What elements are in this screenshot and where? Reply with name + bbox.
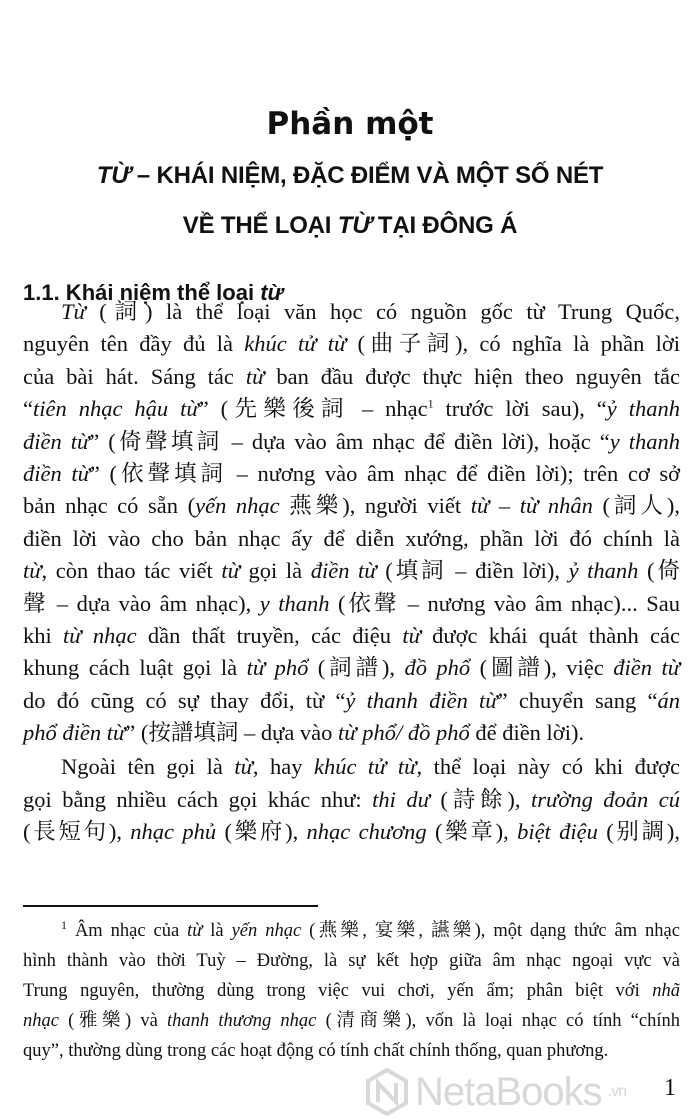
text-run: được khái quát thành các [420,622,680,648]
text-line [23,426,680,458]
text-run: ” (倚聲填詞 – dựa vào âm nhạc để điền lời), hoặc “ [89,428,610,454]
text-run: (依聲 – nương vào âm nhạc)... Sau [329,590,680,616]
text-run: (雅樂) và [58,1011,168,1031]
text-run: (詞譜), [308,655,405,681]
text-run: Trung nguyên, thường dùng trong việc vui chơi, yến ẩm; phân biệt với [23,981,653,1001]
italic-term: nhạc phủ [130,819,217,845]
italic-term: ỷ thanh điền từ [345,687,498,713]
body-text [23,296,680,849]
text-run: khung cách luật gọi là [23,655,247,681]
text-run: (詩餘), [429,786,532,812]
text-run: của bài hát. Sáng tác [23,363,246,389]
text-run: khi [23,622,64,648]
text-run: 聲 – dựa vào âm nhạc), [23,590,260,616]
text-run: (詞人), [592,493,680,519]
text-run: dần thất truyền, các điệu [136,622,403,648]
text-run: là [202,921,232,941]
text-run: VỀ THỂ LOẠI [182,212,338,239]
italic-term: khúc tử từ [244,331,347,357]
footnote-marker: 1 [427,396,434,411]
netabooks-logo-icon [365,1068,409,1116]
text-run: ” (按譜填詞 – dựa vào [125,720,339,746]
watermark-brand: NetaBooks [415,1069,602,1114]
italic-term: từ [221,558,240,584]
italic-term: TỪ [96,162,131,189]
page-number: 1 [664,1075,676,1101]
italic-term: khúc tử từ [313,754,417,780]
italic-term: nhạc chương [306,819,427,845]
text-run: (詞) là thể loại văn học có nguồn gốc từ Trung Quốc, [85,299,680,324]
italic-term: án [657,687,680,713]
text-run: gọi là [239,558,311,584]
text-run: do đó cũng có sự thay đổi, từ “ [23,687,346,713]
italic-term: điền từ [23,460,90,486]
text-run: (倚 [638,558,680,584]
text-run: ” chuyển sang “ [497,687,658,713]
footnote-line [23,946,680,976]
text-line [23,393,680,425]
netabooks-watermark [365,1068,626,1116]
text-line [23,523,680,555]
italic-term: từ [260,280,284,305]
text-run: gọi bằng nhiều cách gọi khác như: [23,786,373,812]
text-run: (樂府), [216,819,307,845]
italic-term: điền từ [613,655,680,681]
italic-term: biệt điệu [517,819,598,845]
footnote-line [23,1006,680,1036]
text-run: TẠI ĐÔNG Á [371,212,518,239]
text-run: ” (先樂後詞 – nhạc [198,396,428,422]
text-line [23,296,680,328]
text-run: (圖譜), việc [470,655,614,681]
text-run: “ [23,396,33,422]
text-line [23,490,680,522]
italic-term: từ nhạc [63,622,137,648]
text-run: (樂章), [426,819,518,845]
italic-term: tiên nhạc hậu từ [33,396,199,422]
part-title: Phần một [266,106,434,142]
text-run: – KHÁI NIỆM, ĐẶC ĐIỂM VÀ MỘT SỐ NÉT [130,162,604,189]
text-line [23,328,680,360]
italic-term: từ [234,754,253,780]
italic-term: phổ điền từ [23,720,126,746]
footnote-line [23,1036,680,1066]
italic-term: y thanh [259,590,330,616]
footnote-line [23,916,680,946]
italic-term: nhã [652,981,680,1001]
italic-term: trường đoản cú [531,786,680,812]
text-run: điền lời vào cho bản nhạc ấy để diễn xướng, phần lời đó chính là [23,525,680,551]
text-run: , còn thao tác viết [41,558,222,584]
footnote-divider [23,905,318,907]
italic-term: yến nhạc [195,493,280,519]
chapter-title-line-2 [0,212,700,240]
italic-term: từ – từ nhân [470,493,593,519]
text-run: , hay [252,754,314,780]
text-line [23,685,680,717]
text-run: , thể loại này có khi được [416,754,680,780]
text-line [23,717,680,749]
italic-term: đồ phổ [404,655,471,681]
text-line [23,361,680,393]
italic-term: TỪ [337,212,372,239]
text-run: hình thành vào thời Tuỳ – Đường, là sự kết hợp giữa âm nhạc ngoại vực và [23,951,680,971]
footnote-line [23,976,680,1006]
text-run: (燕樂, 宴樂, 讌樂), một dạng thức âm nhạc [301,921,680,941]
text-run: (别調), [597,819,680,845]
text-run: 1.1. Khái niệm thể loại [23,280,261,305]
italic-term: từ [23,558,42,584]
footnote [23,916,680,1066]
italic-term: nhạc [23,1011,59,1031]
text-run: (清商樂), vốn là loại nhạc có tính “chính [316,1011,680,1031]
italic-term: từ [402,622,421,648]
text-run: trước lời sau), “ [433,396,607,422]
italic-term: ỷ thanh [568,558,639,584]
italic-term: từ phổ [246,655,309,681]
text-line [23,751,680,783]
text-line [23,555,680,587]
italic-term: y thanh [609,428,680,454]
italic-term: thanh thương nhạc [167,1011,317,1031]
italic-term: yến nhạc [231,921,302,941]
italic-term: điền từ [23,428,90,454]
text-run: quy”, thường dùng trong các hoạt động có tính chất chính thống, quan phương. [23,1041,609,1061]
italic-term: Từ [61,299,86,324]
italic-term: từ [187,921,203,941]
text-run: bản nhạc có sẵn ( [23,493,196,519]
text-line [23,652,680,684]
text-run: (長短句), [23,819,131,845]
italic-term: ỷ thanh [606,396,681,422]
text-run: Ngoài tên gọi là [61,754,235,780]
text-line [23,588,680,620]
italic-term: từ phổ/ đồ phổ [338,720,470,746]
watermark-suffix: .vn [607,1083,627,1100]
text-run: 燕樂), người viết [279,493,471,519]
italic-term: điền từ [310,558,377,584]
chapter-title-line-1 [0,162,700,190]
text-run: ” (依聲填詞 – nương vào âm nhạc để điền lời); trên cơ sở [89,460,680,486]
text-run: để điền lời). [469,720,585,746]
italic-term: từ [245,363,265,389]
text-run: (填詞 – điền lời), [376,558,569,584]
italic-term: thi dư [372,786,430,812]
text-run: (曲子詞), có nghĩa là phần lời [346,331,680,357]
text-run: Âm nhạc của [67,921,188,941]
text-line [23,620,680,652]
text-line [23,816,680,848]
footnote-marker: 1 [61,917,67,932]
text-line [23,458,680,490]
text-run: ban đầu được thực hiện theo nguyên tắc [264,363,680,389]
text-run: nguyên tên đầy đủ là [23,331,245,357]
text-line [23,784,680,816]
